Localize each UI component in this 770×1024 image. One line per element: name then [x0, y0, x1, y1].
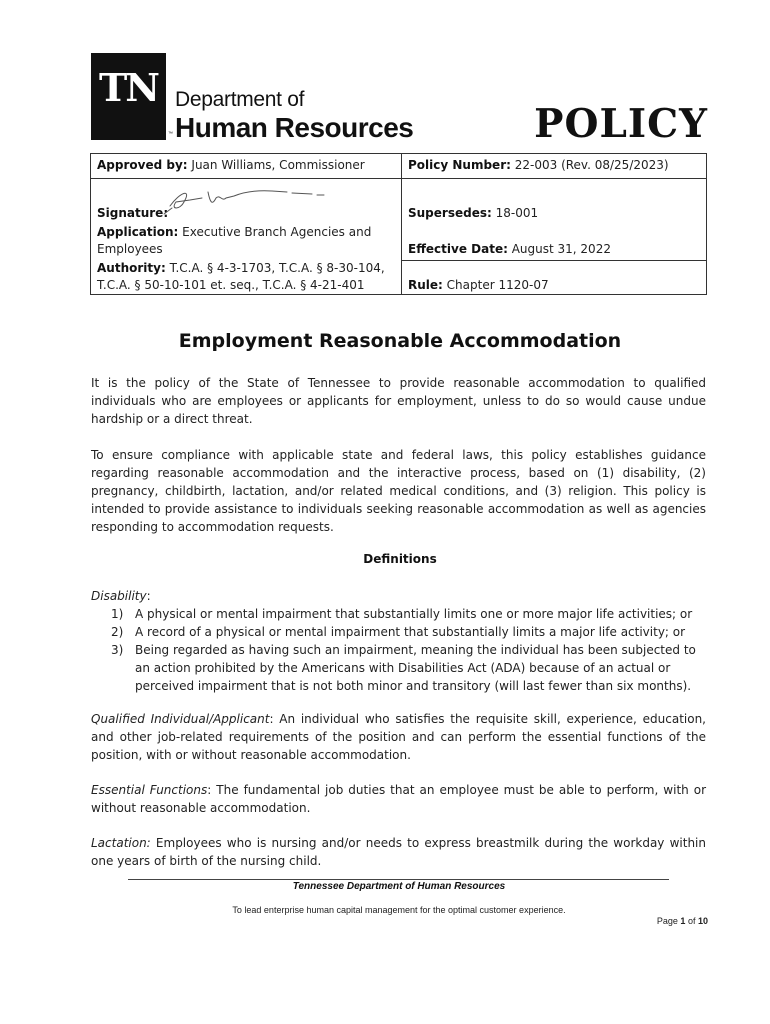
table-divider: [401, 154, 402, 294]
department-name-line1: Department of: [175, 88, 305, 111]
essential-term: Essential Functions: [91, 783, 208, 797]
footer-mission: To lead enterprise human capital management for the optimal customer experience.: [232, 905, 566, 915]
list-item-text: A record of a physical or mental impairment that substantially limits a major life activity; or: [135, 625, 686, 639]
page-total: 10: [697, 916, 708, 926]
approved-by-label: Approved by:: [97, 158, 188, 172]
policy-number-label: Policy Number:: [408, 158, 511, 172]
rule-cell: [408, 277, 703, 294]
qualified-term: Qualified Individual/Applicant: [91, 712, 270, 726]
authority-label: Authority:: [97, 261, 166, 275]
table-divider: [91, 178, 706, 179]
policy-number-value: 22-003 (Rev. 08/25/2023): [514, 158, 669, 172]
document-title: Employment Reasonable Accommodation: [178, 330, 622, 352]
application-label: Application:: [97, 225, 179, 239]
effective-date-value: August 31, 2022: [511, 242, 611, 256]
page-current: 1: [680, 916, 686, 926]
policy-info-table: [90, 153, 707, 295]
application-cell: [97, 224, 397, 258]
department-name-line2: Human Resources: [175, 112, 414, 143]
signature-image: [162, 180, 332, 220]
tn-logo: [91, 53, 166, 140]
signature-label: Signature:: [97, 206, 169, 220]
lactation-text: Employees who is nursing and/or needs to express breastmilk during the workday within one years of birth of the nursing child.: [91, 836, 706, 868]
authority-cell: [97, 260, 397, 294]
authority-value: T.C.A. § 4-3-1703, T.C.A. § 8-30-104, T.C.A. § 50-10-101 et. seq., T.C.A. § 4-21-401: [97, 261, 385, 292]
intro-paragraph: It is the policy of the State of Tennessee to provide reasonable accommodation to qualified individuals who are employees or applicants for employment, unless to do so would cause undue hardship or a direct threat.: [91, 376, 706, 426]
disability-term: Disability:: [91, 589, 151, 603]
definitions-heading: Definitions: [363, 552, 437, 566]
page-number: [657, 916, 708, 926]
table-divider: [401, 260, 707, 261]
compliance-paragraph: To ensure compliance with applicable state and federal laws, this policy establishes guidance regarding reasonable accommodation and the interactive process, based on (1) disability, (2) pregnancy, childbirth, lactation, and/or related medical conditions, and (3) religion. This policy is intended to provide assistance to individuals seeking reasonable accommodation as well as agencies responding to accommodation requests.: [91, 448, 706, 534]
qualified-text: : An individual who satisfies the requisite skill, experience, education, and other job-related requirements of the position and can perform the essential functions of the position, with or without reasonable accommodation.: [91, 712, 706, 762]
list-item-number: 2): [111, 625, 124, 639]
lactation-term: Lactation:: [91, 836, 151, 850]
policy-number-cell: [408, 157, 703, 174]
list-item-text: Being regarded as having such an impairment, meaning the individual has been subjected to an action prohibited by the Americans with Disabilities Act (ADA) because of an actual or perceived impairment that is not both minor and transitory (will last fewer than six months).: [135, 643, 696, 693]
application-value: Executive Branch Agencies and Employees: [97, 225, 372, 256]
supersedes-cell: [408, 205, 703, 222]
qualified-individual-definition: [91, 710, 706, 764]
disability-term-text: Disability: [91, 589, 147, 603]
rule-value: Chapter 1120-07: [446, 278, 549, 292]
list-item-number: 3): [111, 643, 124, 657]
list-item: [111, 641, 706, 695]
disability-list: [111, 605, 706, 695]
footer-department: Tennessee Department of Human Resources: [292, 881, 506, 892]
lactation-definition: [91, 834, 706, 870]
supersedes-value: 18-001: [495, 206, 539, 220]
logo-text: TN: [98, 65, 158, 110]
footer-divider: [128, 879, 669, 880]
trademark-mark: ™: [168, 131, 173, 137]
list-item: [111, 623, 706, 641]
approved-by-cell: [97, 157, 397, 174]
rule-label: Rule:: [408, 278, 443, 292]
list-item-number: 1): [111, 607, 124, 621]
approved-by-value: Juan Williams, Commissioner: [191, 158, 365, 172]
page-of: of: [687, 916, 696, 926]
page-label: Page: [656, 916, 678, 926]
essential-text: : The fundamental job duties that an employee must be able to perform, with or without reasonable accommodation.: [91, 783, 707, 815]
doc-type-heading: POLICY: [534, 101, 708, 147]
effective-date-label: Effective Date:: [408, 242, 508, 256]
supersedes-label: Supersedes:: [408, 206, 492, 220]
essential-functions-definition: [91, 781, 706, 817]
effective-date-cell: [408, 241, 703, 258]
list-item-text: A physical or mental impairment that substantially limits one or more major life activities; or: [135, 607, 693, 621]
list-item: [111, 605, 706, 623]
